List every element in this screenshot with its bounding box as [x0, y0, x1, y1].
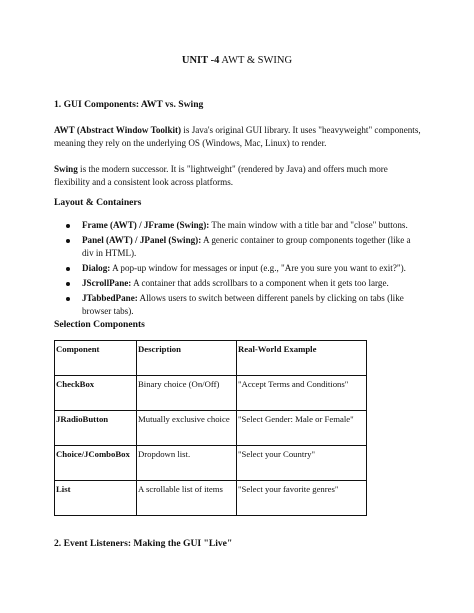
- selection-components-table: [54, 340, 367, 516]
- column-header: Description: [137, 341, 237, 376]
- table-cell: "Select Gender: Male or Female": [237, 411, 367, 446]
- awt-paragraph: AWT (Abstract Window Toolkit) is Java's original GUI library. It uses "heavyweight" components, meaning they rely on the underlying OS (Windows, Mac, Linux) to render.: [54, 125, 421, 148]
- list-item: JScrollPane: A container that adds scrollbars to a component when it gets too large.: [54, 277, 424, 290]
- table-cell: JRadioButton: [55, 411, 137, 446]
- list-item: Frame (AWT) / JFrame (Swing): The main window with a title bar and "close" buttons.: [54, 219, 424, 232]
- table-header-row: [55, 341, 367, 376]
- table-cell: List: [55, 481, 137, 516]
- table-cell: "Accept Terms and Conditions": [237, 376, 367, 411]
- selection-components-heading: Selection Components: [54, 319, 145, 330]
- table-cell: CheckBox: [55, 376, 137, 411]
- table-row: [55, 481, 367, 516]
- table-cell: Dropdown list.: [137, 446, 237, 481]
- table-cell: "Select your favorite genres": [237, 481, 367, 516]
- list-item: Panel (AWT) / JPanel (Swing): A generic container to group components together (like a div in HTML).: [54, 234, 424, 260]
- table-row: [55, 446, 367, 481]
- table-cell: Mutually exclusive choice: [137, 411, 237, 446]
- layout-containers-heading: Layout & Containers: [54, 197, 142, 208]
- table-cell: A scrollable list of items: [137, 481, 237, 516]
- awt-term: AWT (Abstract Window Toolkit): [54, 125, 182, 135]
- swing-paragraph: Swing is the modern successor. It is "lightweight" (rendered by Java) and offers much more flexibility and a consistent look across platforms.: [54, 164, 388, 187]
- swing-term: Swing: [54, 164, 78, 174]
- table-cell: Binary choice (On/Off): [137, 376, 237, 411]
- table-row: [55, 376, 367, 411]
- column-header: Component: [55, 341, 137, 376]
- table-cell: "Select your Country": [237, 446, 367, 481]
- list-item: JTabbedPane: Allows users to switch between different panels by clicking on tabs (like browser tabs).: [54, 292, 424, 318]
- table-row: [55, 411, 367, 446]
- table-cell: Choice/JComboBox: [55, 446, 137, 481]
- section-heading-gui-components: 1. GUI Components: AWT vs. Swing: [54, 99, 204, 110]
- list-item: Dialog: A pop-up window for messages or input (e.g., "Are you sure you want to exit?").: [54, 262, 424, 275]
- column-header: Real-World Example: [237, 341, 367, 376]
- layout-containers-list: [54, 219, 424, 320]
- section-heading-event-listeners: 2. Event Listeners: Making the GUI "Live": [54, 538, 233, 549]
- unit-title: UNIT -4 AWT & SWING: [181, 55, 293, 66]
